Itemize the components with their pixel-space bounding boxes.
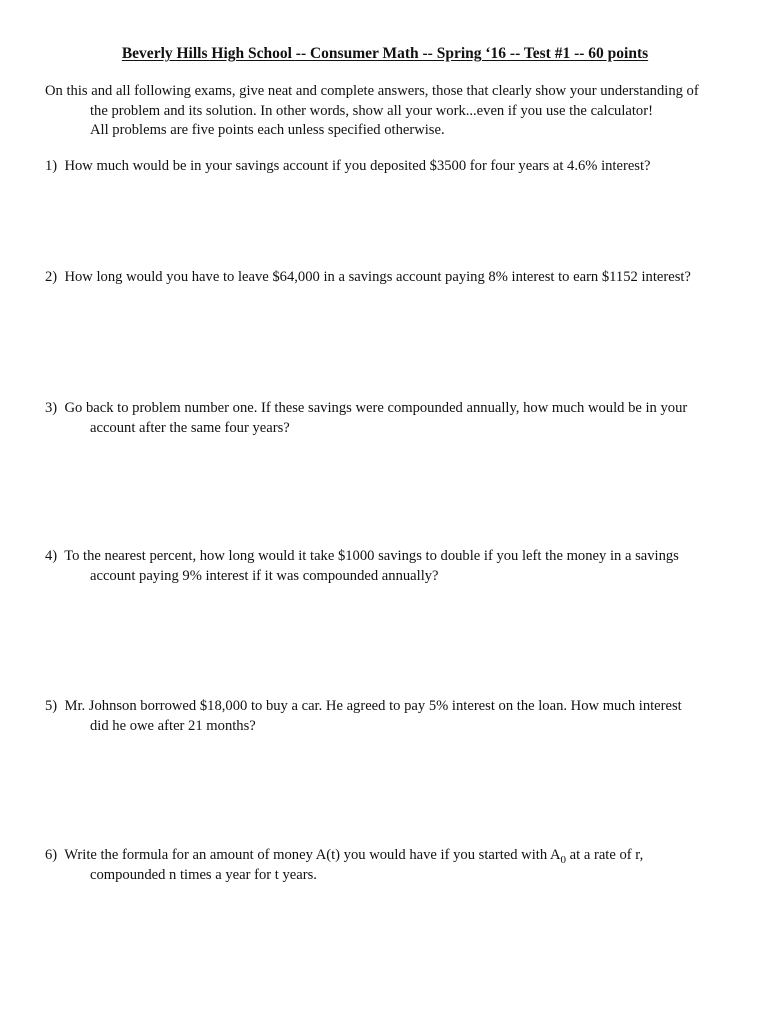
question-text bbox=[64, 847, 644, 866]
question-2 bbox=[45, 268, 735, 288]
question-5 bbox=[45, 697, 735, 736]
question-4 bbox=[45, 547, 735, 586]
instructions bbox=[45, 82, 735, 141]
question-text-continued: account after the same four years? bbox=[90, 419, 290, 436]
question-text-continued: account paying 9% interest if it was compounded annually? bbox=[90, 567, 439, 584]
question-6 bbox=[45, 846, 735, 885]
question-text: Go back to problem number one. If these savings were compounded annually, how much would be in your bbox=[64, 400, 688, 416]
question-text: How much would be in your savings account if you deposited $3500 for four years at 4.6% interest? bbox=[64, 158, 651, 174]
question-number: 1) bbox=[45, 158, 58, 174]
test-title: Beverly Hills High School -- Consumer Math -- Spring ‘16 -- Test #1 -- 60 points bbox=[121, 45, 649, 62]
question-text: Mr. Johnson borrowed $18,000 to buy a car. He agreed to pay 5% interest on the loan. How much interest bbox=[64, 698, 682, 714]
question-text: To the nearest percent, how long would it take $1000 savings to double if you left the money in a savings bbox=[64, 548, 679, 564]
instructions-line-2: the problem and its solution. In other words, show all your work...even if you use the calculator! bbox=[90, 102, 653, 119]
question-number: 5) bbox=[45, 698, 58, 714]
a-zero-subscript: 0 bbox=[560, 854, 567, 866]
question-text-part-2: at a rate of r, bbox=[566, 847, 644, 863]
instructions-line-3: All problems are five points each unless specified otherwise. bbox=[90, 122, 445, 138]
question-number: 3) bbox=[45, 400, 58, 416]
question-number: 2) bbox=[45, 269, 58, 285]
question-text: How long would you have to leave $64,000 in a savings account paying 8% interest to earn $1152 interest? bbox=[64, 269, 691, 285]
question-1 bbox=[45, 157, 735, 177]
question-3 bbox=[45, 399, 735, 438]
question-number: 4) bbox=[45, 548, 58, 564]
instructions-line-1: On this and all following exams, give neat and complete answers, those that clearly show your understanding of bbox=[45, 83, 699, 99]
question-number: 6) bbox=[45, 847, 58, 863]
question-text-continued: compounded n times a year for t years. bbox=[90, 866, 317, 883]
question-text-part-1: Write the formula for an amount of money A(t) you would have if you started with A bbox=[64, 847, 561, 863]
question-text-continued: did he owe after 21 months? bbox=[90, 717, 256, 734]
